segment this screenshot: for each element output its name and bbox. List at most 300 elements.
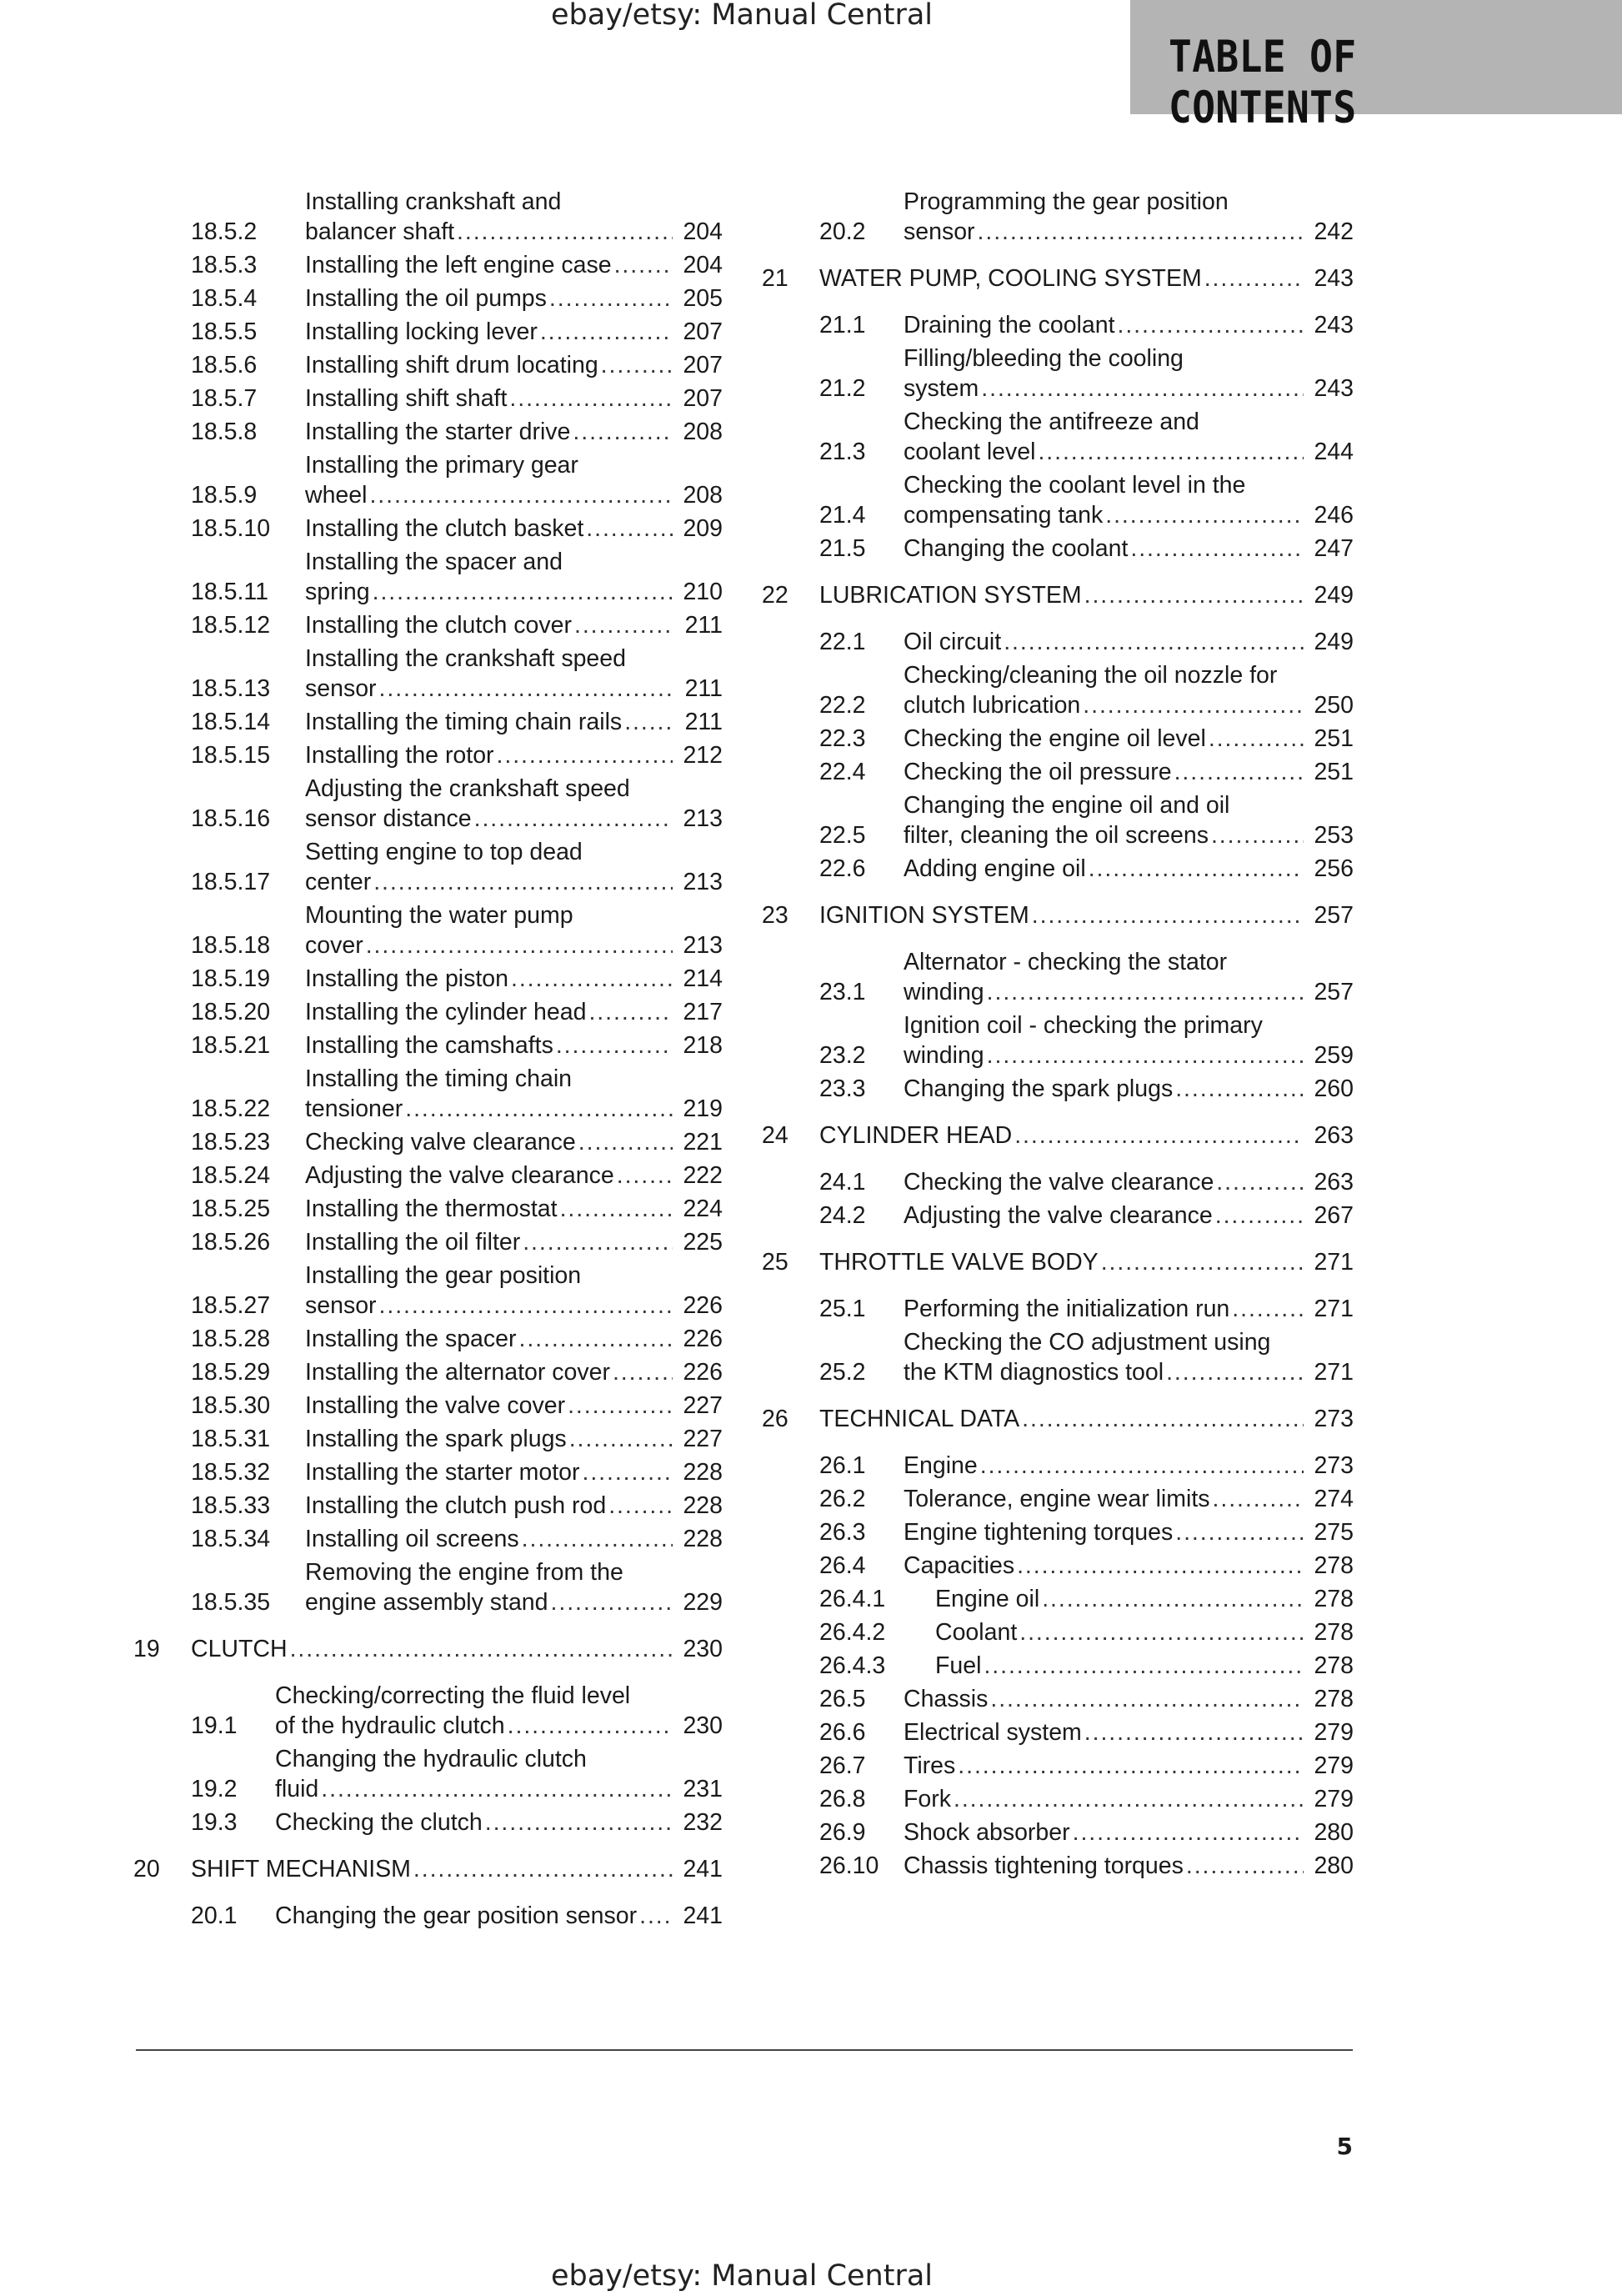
toc-entry[interactable] [191, 740, 723, 770]
toc-entry[interactable] [819, 1584, 1354, 1614]
dot-leader [509, 384, 673, 414]
toc-entry-number: 18.5.14 [191, 709, 271, 735]
dot-leader [1042, 1584, 1304, 1614]
toc-entry[interactable] [762, 580, 1354, 610]
toc-entry-title: Installing the spacer and [305, 549, 563, 575]
toc-entry[interactable] [191, 997, 723, 1027]
dot-leader [981, 373, 1304, 404]
toc-entry-title: Installing the timing chain rails [305, 709, 623, 735]
toc-entry-title: the KTM diagnostics tool [904, 1359, 1164, 1386]
toc-entry-number: 18.5.19 [191, 965, 271, 992]
toc-entry-page: 278 [1314, 1552, 1354, 1579]
toc-entry-number: 18.5.8 [191, 419, 258, 445]
dot-leader [978, 217, 1304, 247]
toc-entry-title: Changing the engine oil and oil [904, 792, 1230, 819]
toc-entry[interactable] [819, 310, 1354, 340]
toc-entry-page: 271 [1314, 1296, 1354, 1322]
toc-entry[interactable] [191, 644, 723, 704]
toc-entry[interactable] [191, 187, 723, 247]
toc-entry-number: 18.5.20 [191, 999, 271, 1025]
toc-entry[interactable] [819, 470, 1354, 530]
toc-entry-title: Adjusting the valve clearance [904, 1202, 1213, 1229]
toc-entry-number: 18.5.24 [191, 1162, 271, 1189]
toc-entry[interactable] [191, 283, 723, 313]
toc-entry[interactable] [191, 1194, 723, 1224]
toc-entry-page: 263 [1314, 1169, 1354, 1196]
toc-entry[interactable] [819, 1617, 1354, 1647]
dot-leader [1175, 1074, 1304, 1104]
toc-entry-title: Checking the engine oil level [904, 725, 1206, 752]
toc-entry-page: 278 [1314, 1586, 1354, 1612]
dot-leader [379, 674, 673, 704]
toc-entry-title: SHIFT MECHANISM [191, 1856, 411, 1882]
toc-entry[interactable] [191, 1227, 723, 1257]
toc-entry-title: LUBRICATION SYSTEM [819, 582, 1082, 609]
toc-entry[interactable] [191, 1557, 723, 1617]
toc-entry[interactable] [819, 724, 1354, 754]
toc-entry[interactable] [819, 1451, 1354, 1481]
toc-entry-title: Performing the initialization run [904, 1296, 1230, 1322]
toc-entry-page: 251 [1314, 725, 1354, 752]
toc-entry[interactable] [191, 1030, 723, 1060]
toc-column-left [133, 187, 723, 1934]
dot-leader [1213, 1484, 1304, 1514]
toc-entry-title: THROTTLE VALVE BODY [819, 1249, 1099, 1276]
toc-entry-title: Shock absorber [904, 1819, 1070, 1846]
toc-entry-page: 219 [683, 1095, 723, 1122]
toc-entry-page: 241 [683, 1856, 723, 1882]
toc-entry-title: TECHNICAL DATA [819, 1406, 1020, 1432]
toc-entry-title: Ignition coil - checking the primary [904, 1012, 1263, 1039]
dot-leader [1022, 1404, 1304, 1434]
toc-entry-title: Installing the timing chain [305, 1065, 573, 1092]
toc-entry-title: system [904, 375, 979, 402]
toc-entry-number: 21.3 [819, 439, 866, 465]
toc-entry[interactable] [191, 1161, 723, 1191]
toc-entry-page: 274 [1314, 1486, 1354, 1512]
toc-entry[interactable] [819, 757, 1354, 787]
dot-leader [1038, 437, 1304, 467]
toc-entry-number: 19 [133, 1636, 160, 1662]
toc-entry-title: Installing the starter motor [305, 1459, 580, 1486]
toc-entry[interactable] [191, 964, 723, 994]
dot-leader [540, 317, 673, 347]
toc-entry[interactable] [191, 707, 723, 737]
toc-entry[interactable] [819, 854, 1354, 884]
toc-entry-title: compensating tank [904, 502, 1104, 529]
toc-entry[interactable] [191, 1127, 723, 1157]
toc-entry-page: 273 [1314, 1452, 1354, 1479]
dot-leader [639, 1901, 673, 1931]
toc-entry-title: engine assembly stand [305, 1589, 548, 1616]
toc-entry-number: 24 [762, 1122, 788, 1149]
toc-entry-page: 279 [1314, 1719, 1354, 1746]
dot-leader [1215, 1201, 1304, 1231]
toc-entry-title: Tires [904, 1752, 956, 1779]
toc-entry-title: WATER PUMP, COOLING SYSTEM [819, 265, 1202, 292]
toc-entry[interactable] [191, 1324, 723, 1354]
toc-entry-page: 229 [683, 1589, 723, 1616]
toc-entry[interactable] [191, 1064, 723, 1124]
dot-leader [485, 1807, 673, 1837]
toc-entry-title: Checking valve clearance [305, 1129, 576, 1156]
toc-entry[interactable] [762, 900, 1354, 930]
toc-entry[interactable] [191, 250, 723, 280]
toc-entry-title: Installing the clutch basket [305, 515, 584, 542]
dot-leader [379, 1291, 673, 1321]
toc-entry-page: 227 [683, 1392, 723, 1419]
toc-entry-number: 18.5.15 [191, 742, 271, 769]
toc-entry-title: filter, cleaning the oil screens [904, 822, 1209, 849]
toc-entry-number: 22 [762, 582, 788, 609]
toc-entry[interactable] [819, 1167, 1354, 1197]
toc-entry[interactable] [819, 1684, 1354, 1714]
toc-entry-number: 26.7 [819, 1752, 866, 1779]
toc-entry-page: 204 [683, 218, 723, 245]
toc-entry-title: Oil circuit [904, 629, 1002, 655]
dot-leader [369, 480, 673, 510]
toc-entry-title: Capacities [904, 1552, 1015, 1579]
toc-entry-page: 231 [683, 1776, 723, 1802]
toc-entry-number: 18.5.25 [191, 1196, 271, 1222]
toc-entry[interactable] [191, 1391, 723, 1421]
toc-entry[interactable] [819, 627, 1354, 657]
toc-entry-title: Changing the gear position sensor [275, 1902, 638, 1929]
toc-entry-page: 207 [683, 385, 723, 412]
toc-entry[interactable] [191, 350, 723, 380]
toc-entry-page: 263 [1314, 1122, 1354, 1149]
dot-leader [1083, 690, 1304, 720]
toc-entry-number: 26.3 [819, 1519, 866, 1546]
toc-entry[interactable] [191, 1524, 723, 1554]
toc-entry-page: 213 [683, 869, 723, 895]
toc-entry-number: 20 [133, 1856, 160, 1882]
toc-entry-title: Installing the oil filter [305, 1229, 521, 1256]
toc-entry[interactable] [819, 1817, 1354, 1847]
toc-entry-title: Installing the spacer [305, 1326, 517, 1352]
toc-entry-number: 18.5.33 [191, 1492, 271, 1519]
dot-leader [523, 1227, 673, 1257]
toc-entry-title: of the hydraulic clutch [275, 1712, 505, 1739]
toc-entry[interactable] [191, 514, 723, 544]
toc-entry-number: 26.6 [819, 1719, 866, 1746]
toc-entry-number: 23.3 [819, 1075, 866, 1102]
toc-entry-title: Installing shift shaft [305, 385, 508, 412]
toc-entry-page: 278 [1314, 1686, 1354, 1712]
toc-entry[interactable] [819, 660, 1354, 720]
toc-entry-page: 208 [683, 482, 723, 509]
dot-leader [987, 977, 1304, 1007]
dot-leader [290, 1634, 673, 1664]
toc-entry[interactable] [191, 1491, 723, 1521]
dot-leader [987, 1040, 1304, 1070]
toc-entry-page: 205 [683, 285, 723, 312]
toc-entry[interactable] [819, 1851, 1354, 1881]
toc-entry-number: 18.5.13 [191, 675, 271, 702]
toc-entry[interactable] [191, 1357, 723, 1387]
dot-leader [582, 1457, 673, 1487]
toc-entry-page: 256 [1314, 855, 1354, 882]
dot-leader [1101, 1247, 1304, 1277]
dot-leader [588, 997, 673, 1027]
dot-leader [373, 867, 673, 897]
toc-entry-page: 211 [684, 675, 723, 702]
toc-entry[interactable] [819, 1294, 1354, 1324]
dot-leader [405, 1094, 673, 1124]
page-number: 5 [1336, 2133, 1353, 2160]
toc-entry[interactable] [191, 1681, 723, 1741]
toc-entry-title: Installing the thermostat [305, 1196, 558, 1222]
toc-entry-page: 230 [683, 1636, 723, 1662]
dot-leader [1216, 1167, 1304, 1197]
toc-entry[interactable] [819, 1551, 1354, 1581]
toc-entry-title: Engine tightening torques [904, 1519, 1174, 1546]
toc-entry-title: Adding engine oil [904, 855, 1086, 882]
toc-entry[interactable] [191, 774, 723, 834]
dot-leader [1014, 1120, 1304, 1151]
toc-entry[interactable] [819, 1517, 1354, 1547]
toc-entry-title: Installing the crankshaft speed [305, 645, 626, 672]
toc-entry[interactable] [191, 547, 723, 607]
toc-entry-page: 247 [1314, 535, 1354, 562]
toc-entry-page: 221 [683, 1129, 723, 1156]
toc-entry-page: 225 [683, 1229, 723, 1256]
toc-entry-title: Draining the coolant [904, 312, 1115, 338]
toc-entry[interactable] [191, 610, 723, 640]
toc-entry-page: 278 [1314, 1652, 1354, 1679]
toc-entry-title: Installing locking lever [305, 318, 538, 345]
toc-entry-number: 26.9 [819, 1819, 866, 1846]
toc-entry-number: 18.5.28 [191, 1326, 271, 1352]
toc-entry-page: 279 [1314, 1752, 1354, 1779]
dot-leader [1211, 820, 1304, 850]
dot-leader [518, 1324, 673, 1354]
toc-entry-title: Installing the piston [305, 965, 508, 992]
watermark-top: ebay/etsy: Manual Central [550, 0, 934, 32]
dot-leader [614, 250, 673, 280]
toc-entry-number: 21.5 [819, 535, 866, 562]
toc-entry-number: 26.4.3 [819, 1652, 886, 1679]
dot-leader [1209, 724, 1304, 754]
toc-entry-title: Installing the starter drive [305, 419, 571, 445]
dot-leader [624, 707, 673, 737]
toc-entry[interactable] [191, 837, 723, 897]
toc-entry[interactable] [762, 1247, 1354, 1277]
toc-entry[interactable] [819, 1751, 1354, 1781]
toc-entry-number: 22.3 [819, 725, 866, 752]
toc-entry-number: 18.5.16 [191, 805, 271, 832]
toc-entry-number: 26.4.2 [819, 1619, 886, 1646]
dot-leader [1105, 500, 1304, 530]
toc-entry-page: 243 [1314, 265, 1354, 292]
toc-entry-page: 226 [683, 1292, 723, 1319]
dot-leader [617, 1161, 673, 1191]
toc-entry[interactable] [819, 343, 1354, 404]
toc-entry-title: Checking the oil pressure [904, 759, 1172, 785]
dot-leader [601, 350, 673, 380]
toc-entry-page: 230 [683, 1712, 723, 1739]
toc-entry-number: 18.5.12 [191, 612, 271, 639]
toc-entry-title: Checking/cleaning the oil nozzle for [904, 662, 1278, 689]
toc-entry-number: 18.5.21 [191, 1032, 271, 1059]
toc-entry[interactable] [762, 1120, 1354, 1151]
toc-entry-title: Installing crankshaft and [305, 188, 562, 215]
dot-leader [1019, 1617, 1304, 1647]
toc-entry-title: Setting engine to top dead [305, 839, 583, 865]
toc-entry-title: Adjusting the crankshaft speed [305, 775, 630, 802]
toc-entry[interactable] [819, 1201, 1354, 1231]
toc-entry-title: Removing the engine from the [305, 1559, 623, 1586]
toc-entry[interactable] [191, 1807, 723, 1837]
toc-entry[interactable] [191, 317, 723, 347]
toc-entry-title: Checking the valve clearance [904, 1169, 1214, 1196]
toc-entry-title: Installing the gear position [305, 1262, 582, 1289]
dot-leader [1004, 627, 1304, 657]
dot-leader [1204, 263, 1304, 293]
section-title-box [1130, 0, 1622, 133]
toc-entry-title: Installing the rotor [305, 742, 494, 769]
toc-entry-title: cover [305, 932, 363, 959]
toc-entry[interactable] [819, 1651, 1354, 1681]
toc-entry-page: 260 [1314, 1075, 1354, 1102]
toc-entry-number: 26.8 [819, 1786, 866, 1812]
page-title: TABLE OF CONTENTS [1169, 32, 1357, 133]
toc-entry-number: 18.5.31 [191, 1426, 271, 1452]
toc-entry-page: 207 [683, 352, 723, 378]
toc-entry[interactable] [191, 1457, 723, 1487]
toc-entry-page: 224 [683, 1196, 723, 1222]
toc-entry-number: 18.5.35 [191, 1589, 271, 1616]
toc-entry[interactable] [762, 263, 1354, 293]
toc-entry-title: sensor [305, 1292, 377, 1319]
toc-entry[interactable] [819, 1327, 1354, 1387]
toc-entry[interactable] [133, 1854, 723, 1884]
toc-entry-number: 18.5.26 [191, 1229, 271, 1256]
toc-entry[interactable] [819, 1784, 1354, 1814]
toc-entry-number: 18.5.27 [191, 1292, 271, 1319]
toc-entry[interactable] [819, 534, 1354, 564]
dot-leader [1032, 900, 1304, 930]
toc-entry-number: 25.1 [819, 1296, 866, 1322]
toc-entry-title: Fuel [935, 1652, 982, 1679]
dot-leader [366, 930, 673, 960]
toc-entry-page: 228 [683, 1459, 723, 1486]
toc-entry-number: 25 [762, 1249, 788, 1276]
toc-entry-title: Installing the left engine case [305, 252, 612, 278]
toc-entry-title: Engine [904, 1452, 978, 1479]
toc-entry-page: 267 [1314, 1202, 1354, 1229]
toc-entry[interactable] [191, 1261, 723, 1321]
toc-entry-title: Changing the hydraulic clutch [275, 1746, 587, 1772]
toc-entry-number: 26 [762, 1406, 788, 1432]
toc-entry-page: 212 [683, 742, 723, 769]
dot-leader [522, 1524, 673, 1554]
toc-entry-number: 18.5.9 [191, 482, 258, 509]
toc-entry-number: 22.6 [819, 855, 866, 882]
toc-entry-page: 246 [1314, 502, 1354, 529]
dot-leader [1166, 1357, 1304, 1387]
toc-entry-page: 257 [1314, 979, 1354, 1005]
dot-leader [321, 1774, 673, 1804]
toc-entry-number: 20.2 [819, 218, 866, 245]
toc-entry-number: 25.2 [819, 1359, 866, 1386]
dot-leader [1017, 1551, 1304, 1581]
toc-entry[interactable] [191, 384, 723, 414]
toc-entry[interactable] [191, 450, 723, 510]
toc-entry-number: 21.4 [819, 502, 866, 529]
toc-entry-page: 214 [683, 965, 723, 992]
toc-entry-title: Installing the primary gear [305, 452, 578, 479]
toc-entry[interactable] [191, 1424, 723, 1454]
toc-entry[interactable] [819, 1074, 1354, 1104]
toc-entry-page: 279 [1314, 1786, 1354, 1812]
toc-entry[interactable] [133, 1634, 723, 1664]
toc-entry-page: 253 [1314, 822, 1354, 849]
toc-entry[interactable] [819, 1484, 1354, 1514]
toc-entry[interactable] [819, 947, 1354, 1007]
dot-leader [573, 417, 673, 447]
dot-leader [508, 1711, 673, 1741]
toc-entry-number: 22.4 [819, 759, 866, 785]
toc-entry[interactable] [762, 1404, 1354, 1434]
toc-entry-title: Checking the antifreeze and [904, 409, 1199, 435]
toc-entry-title: Chassis tightening torques [904, 1852, 1184, 1879]
dot-leader [980, 1451, 1304, 1481]
dot-leader [413, 1854, 673, 1884]
toc-entry-number: 26.4 [819, 1552, 866, 1579]
toc-entry-number: 18.5.7 [191, 385, 258, 412]
toc-entry[interactable] [191, 900, 723, 960]
toc-entry-number: 26.10 [819, 1852, 879, 1879]
dot-leader [457, 217, 673, 247]
toc-entry[interactable] [819, 187, 1354, 247]
dot-leader [497, 740, 673, 770]
toc-entry[interactable] [191, 1901, 723, 1931]
toc-entry[interactable] [191, 417, 723, 447]
toc-entry-number: 18.5.23 [191, 1129, 271, 1156]
toc-entry-title: Chassis [904, 1686, 989, 1712]
toc-entry-page: 228 [683, 1526, 723, 1552]
dot-leader [511, 964, 673, 994]
toc-entry-page: 243 [1314, 312, 1354, 338]
toc-entry-number: 18.5.2 [191, 218, 258, 245]
dot-leader [1084, 580, 1304, 610]
toc-entry-title: Installing the clutch cover [305, 612, 572, 639]
toc-entry[interactable] [819, 1010, 1354, 1070]
toc-entry-title: Installing the spark plugs [305, 1426, 567, 1452]
toc-entry[interactable] [819, 1717, 1354, 1747]
toc-entry-number: 23 [762, 902, 788, 929]
toc-entry[interactable] [819, 407, 1354, 467]
toc-entry-title: tensioner [305, 1095, 403, 1122]
toc-entry-number: 18.5.6 [191, 352, 258, 378]
toc-entry-page: 250 [1314, 692, 1354, 719]
toc-entry-number: 18.5.32 [191, 1459, 271, 1486]
dot-leader [990, 1684, 1304, 1714]
dot-leader [586, 514, 673, 544]
toc-entry-title: Tolerance, engine wear limits [904, 1486, 1210, 1512]
toc-entry-page: 222 [683, 1162, 723, 1189]
toc-entry-number: 18.5.11 [191, 579, 268, 605]
toc-entry-number: 19.3 [191, 1809, 238, 1836]
toc-entry-title: Installing the oil pumps [305, 285, 547, 312]
toc-entry-title: Installing the cylinder head [305, 999, 587, 1025]
toc-entry[interactable] [191, 1744, 723, 1804]
toc-entry-number: 18.5.17 [191, 869, 271, 895]
toc-entry-page: 218 [683, 1032, 723, 1059]
toc-entry[interactable] [819, 790, 1354, 850]
toc-column-right [762, 187, 1354, 1884]
